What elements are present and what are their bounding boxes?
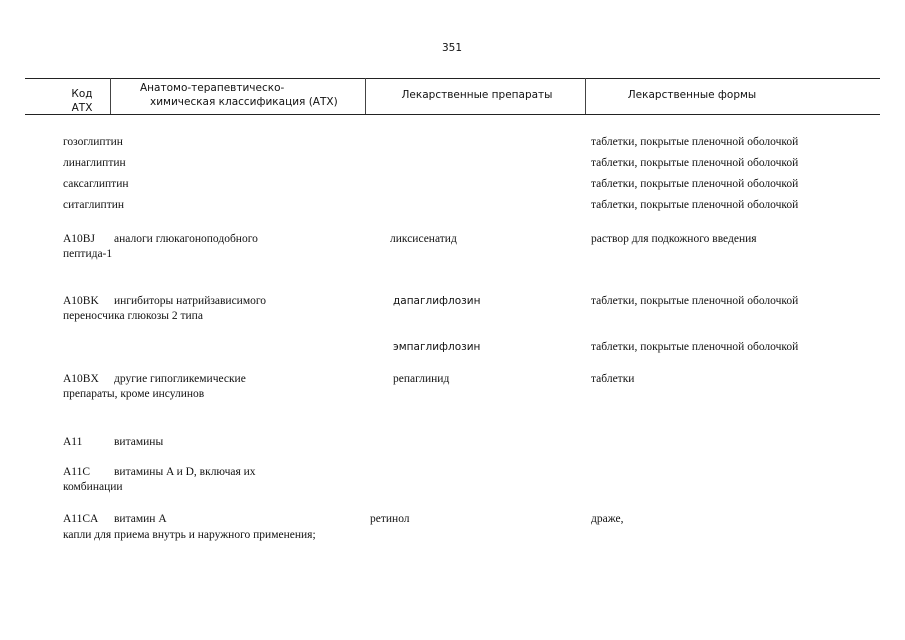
- drug-lixisenatide: ликсисенатид: [390, 233, 457, 245]
- header-drugs: Лекарственные препараты: [401, 89, 553, 101]
- code-a11ca: A11CA: [63, 513, 99, 525]
- header-bottom-rule: [25, 114, 880, 115]
- header-top-rule: [25, 78, 880, 79]
- page-number: 351: [442, 42, 463, 54]
- class-a11ca: витамин A: [114, 513, 167, 525]
- drug-empagliflozin: эмпаглифлозин: [393, 341, 481, 353]
- form-lixisenatide: раствор для подкожного введения: [591, 233, 757, 245]
- header-code-line2: АТХ: [71, 102, 93, 114]
- code-a10bj: A10BJ: [63, 233, 95, 245]
- header-forms: Лекарственные формы: [627, 89, 757, 101]
- drug-repaglinide: репаглинид: [393, 373, 450, 385]
- code-a11: A11: [63, 436, 83, 448]
- drug-sitagliptin: ситаглиптин: [63, 199, 125, 211]
- drug-saxagliptin: саксаглиптин: [63, 178, 129, 190]
- class-a11c-line1: витамины A и D, включая их: [114, 466, 256, 478]
- form-dapagliflozin: таблетки, покрытые пленочной оболочкой: [591, 295, 799, 307]
- form-empagliflozin: таблетки, покрытые пленочной оболочкой: [591, 341, 799, 353]
- form-sitagliptin: таблетки, покрытые пленочной оболочкой: [591, 199, 799, 211]
- drug-gozogliptin: гозоглиптин: [63, 136, 123, 148]
- header-divider-1: [110, 78, 111, 114]
- class-a10bk-line1: ингибиторы натрийзависимого: [114, 295, 267, 307]
- code-a10bx: A10BX: [63, 373, 99, 385]
- class-a10bx-line2: препараты, кроме инсулинов: [63, 388, 205, 400]
- header-atc-line2: химическая классификация (АТХ): [150, 96, 338, 108]
- drug-retinol: ретинол: [370, 513, 410, 525]
- class-a10bk-line2: переносчика глюкозы 2 типа: [63, 310, 203, 322]
- form-gozogliptin: таблетки, покрытые пленочной оболочкой: [591, 136, 799, 148]
- drug-dapagliflozin: дапаглифлозин: [393, 295, 481, 307]
- class-a10bx-line1: другие гипогликемические: [114, 373, 246, 385]
- form-retinol-continuation: капли для приема внутрь и наружного применения;: [63, 529, 316, 541]
- drug-linagliptin: линаглиптин: [63, 157, 126, 169]
- header-divider-3: [585, 78, 586, 114]
- header-divider-2: [365, 78, 366, 114]
- class-a10bj-line2: пептида-1: [63, 248, 113, 260]
- header-code-line1: Код: [71, 88, 93, 100]
- code-a10bk: A10BK: [63, 295, 99, 307]
- class-a11c-line2: комбинации: [63, 481, 123, 493]
- form-linagliptin: таблетки, покрытые пленочной оболочкой: [591, 157, 799, 169]
- class-a10bj-line1: аналоги глюкагоноподобного: [114, 233, 258, 245]
- form-repaglinide: таблетки: [591, 373, 635, 385]
- class-a11: витамины: [114, 436, 164, 448]
- form-retinol: драже,: [591, 513, 624, 525]
- header-atc-line1: Анатомо-терапевтическо-: [140, 82, 285, 94]
- code-a11c: A11C: [63, 466, 91, 478]
- form-saxagliptin: таблетки, покрытые пленочной оболочкой: [591, 178, 799, 190]
